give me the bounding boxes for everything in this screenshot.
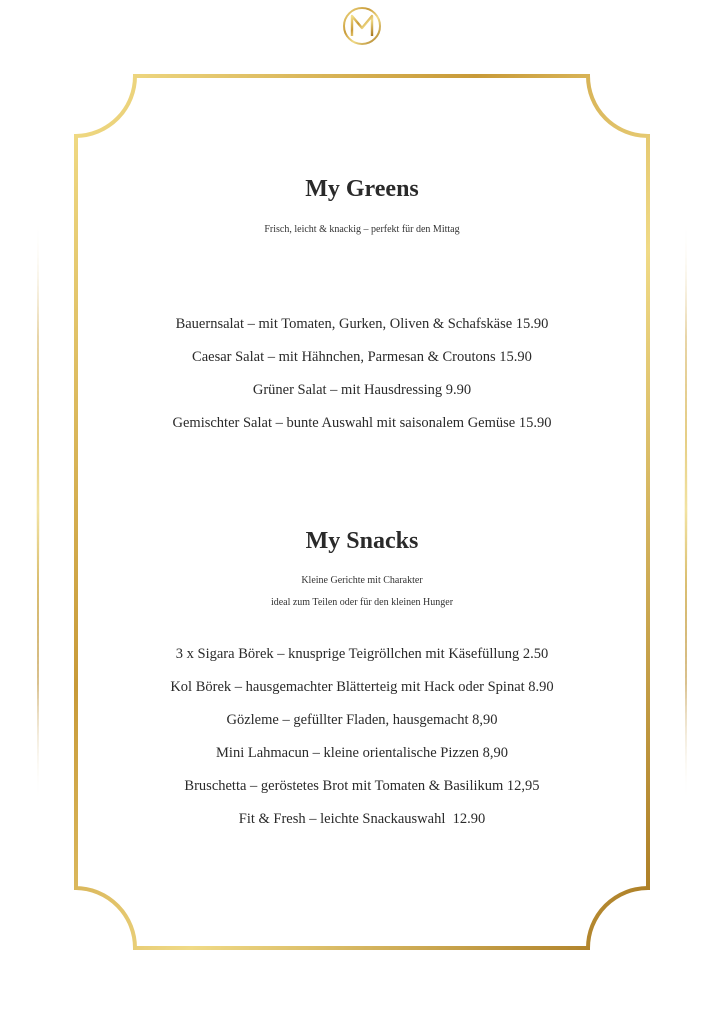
greens-item: Grüner Salat – mit Hausdressing 9.90 [252,382,472,398]
greens-subtitle: Frisch, leicht & knackig – perfekt für den Mittag [264,224,460,235]
greens-item: Caesar Salat – mit Hähnchen, Parmesan & Croutons 15.90 [192,349,532,365]
snacks-item: 3 x Sigara Börek – knusprige Teigröllchen mit Käsefüllung 2.50 [175,646,549,662]
greens-title: My Greens [305,176,419,202]
greens-item: Gemischter Salat – bunte Auswahl mit saisonalem Gemüse 15.90 [172,415,552,431]
greens-item: Bauernsalat – mit Tomaten, Gurken, Oliven & Schafskäse 15.90 [175,316,549,332]
snacks-subtitle: ideal zum Teilen oder für den kleinen Hunger [270,597,454,608]
snacks-item: Mini Lahmacun – kleine orientalische Pizzen 8,90 [216,745,508,761]
snacks-item: Fit & Fresh – leichte Snackauswahl 12.90 [238,811,486,827]
brand-logo [341,5,383,47]
snacks-subtitle: Kleine Gerichte mit Charakter [301,575,423,586]
snacks-item: Gözleme – gefüllter Fladen, hausgemacht 8,90 [226,712,498,728]
snacks-item: Bruschetta – geröstetes Brot mit Tomaten & Basilikum 12,95 [184,778,540,794]
snacks-title: My Snacks [305,528,419,554]
snacks-item: Kol Börek – hausgemachter Blätterteig mit Hack oder Spinat 8.90 [170,679,554,695]
